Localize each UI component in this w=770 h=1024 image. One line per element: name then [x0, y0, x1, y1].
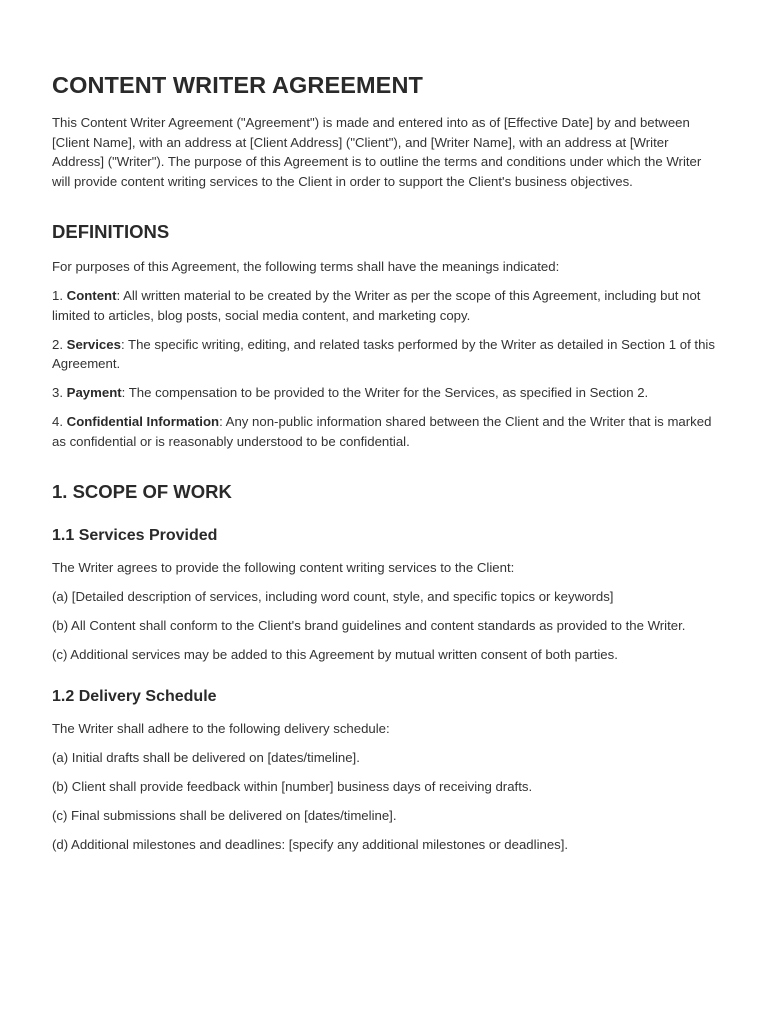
definition-item-content — [52, 286, 718, 325]
delivery-schedule-heading: 1.2 Delivery Schedule — [52, 687, 217, 705]
definition-text: : The compensation to be provided to the Writer for the Services, as specified in Section 2. — [121, 385, 649, 400]
services-provided-lead: The Writer agrees to provide the following content writing services to the Client: — [52, 560, 515, 575]
definition-item-services — [52, 335, 718, 374]
document-title: CONTENT WRITER AGREEMENT — [52, 72, 423, 98]
services-provided-heading: 1.1 Services Provided — [52, 527, 218, 544]
definition-term: Services — [66, 336, 121, 352]
definition-item-confidential-information — [52, 412, 718, 451]
delivery-schedule-lead: The Writer shall adhere to the following delivery schedule: — [52, 720, 390, 736]
delivery-item: (a) Initial drafts shall be delivered on [dates/timeline]. — [52, 749, 360, 765]
definition-text: : All written material to be created by the Writer as per the scope of this Agreement, including but not limited to articles, blog posts, social media content, and marketing copy. — [52, 288, 701, 323]
definition-number: 3. — [52, 385, 67, 400]
delivery-item: (d) Additional milestones and deadlines: [specify any additional milestones or deadlines]. — [52, 836, 569, 852]
definition-number: 2. — [52, 336, 67, 352]
definition-text: : The specific writing, editing, and related tasks performed by the Writer as detailed in Section 1 of this Agreement. — [52, 336, 715, 371]
definition-term: Confidential Information — [66, 414, 220, 429]
definition-number: 4. — [52, 414, 67, 429]
definition-number: 1. — [52, 288, 67, 303]
definition-text: : Any non-public information shared between the Client and the Writer that is marked as confidential or is reasonably understood to be confidential. — [52, 414, 712, 449]
services-item: (c) Additional services may be added to this Agreement by mutual written consent of both parties. — [52, 647, 618, 662]
definition-term: Payment — [66, 385, 122, 400]
definition-term: Content — [66, 288, 117, 303]
definitions-lead: For purposes of this Agreement, the following terms shall have the meanings indicated: — [52, 259, 560, 274]
delivery-item: (c) Final submissions shall be delivered on [dates/timeline]. — [52, 807, 397, 823]
services-item: (b) All Content shall conform to the Client's brand guidelines and content standards as provided to the Writer. — [52, 618, 686, 633]
definitions-heading: DEFINITIONS — [52, 221, 170, 242]
scope-of-work-heading: 1. SCOPE OF WORK — [52, 481, 232, 502]
services-item: (a) [Detailed description of services, including word count, style, and specific topics or keywords] — [52, 589, 614, 604]
definition-item-payment — [52, 383, 718, 403]
intro-paragraph: This Content Writer Agreement ("Agreement") is made and entered into as of [Effective Date] by and between [Client Name], with an address at [Client Address] ("Client"), and [Writer Name], with an address at [Writer Address] ("Writer"). The purpose of this Agreement is to outline the terms and conditions under which the Writer will provide content writing services to the Client in order to support the Client's business objectives. — [52, 115, 702, 189]
delivery-item: (b) Client shall provide feedback within [number] business days of receiving drafts. — [52, 778, 533, 794]
